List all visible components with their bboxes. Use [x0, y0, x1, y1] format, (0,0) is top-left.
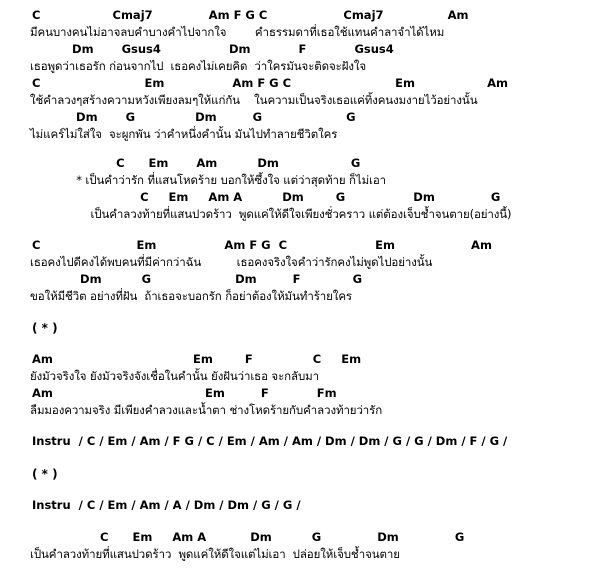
lyric-line: เป็นคำลวงท้ายที่แสนปวดร้าว พูดแค่ให้ดีใจแต่ไม่เอา ปล่อยให้เจ็บช้ำจนตาย	[30, 547, 400, 561]
chorus-repeat-marker: ( * )	[32, 321, 58, 335]
chord-line: C Em Am Dm G	[32, 156, 361, 170]
lyric-line: ไม่แคร์ไม่ใส่ใจ จะผูกพัน ว่าคำหนึ่งคำนั้น มันไปทำลายชีวิตใคร	[30, 127, 338, 141]
chord-line: Dm G Dm G G	[32, 110, 356, 124]
chord-line: C Em Am A Dm G Dm G	[32, 530, 465, 544]
chord-line: C Cmaj7 Am F G C Cmaj7 Am	[32, 8, 469, 22]
lyric-line: ลืมมองความจริง มีเพียงคำลวงและน้ำตา ช่างโหดร้ายกับคำลวงท้ายว่ารัก	[30, 403, 383, 417]
instrumental-line: Instru / C / Em / Am / F G / C / Em / Am / Am / Dm / Dm / G / G / Dm / F / G /	[32, 434, 508, 448]
chorus-repeat-marker: ( * )	[32, 467, 58, 481]
lyric-line: เธอพูดว่าเธอรัก ก่อนจากไป เธอคงไม่เคยคิด ว่าใครมันจะติดจะฝังใจ	[30, 59, 367, 73]
chord-line: Am Em F Fm	[32, 386, 337, 400]
lyric-line: ยังมัวจริงใจ ยังมัวจริงจังเชื่อในคำนั้น ยังฝันว่าเธอ จะกลับมา	[30, 369, 319, 383]
lyric-line: มีคนบางคนไม่อาจลบคำบางคำไปจากใจ คำธรรมดาที่เธอใช้แทนคำลาจำได้ไหม	[30, 25, 445, 39]
chord-line: Am Em F C Em	[32, 352, 362, 366]
chord-line: C Em Am A Dm G Dm G	[32, 190, 501, 204]
chord-line: Dm G Dm F G	[32, 272, 363, 286]
lyric-line: เป็นคำลวงท้ายที่แสนปวดร้าว พูดแค่ให้ดีใจเพียงชั่วคราว แต่ต้องเจ็บช้ำจนตาย(อย่างนี้)	[30, 207, 512, 221]
chord-line: Dm Gsus4 Dm F Gsus4	[32, 42, 394, 56]
instrumental-line: Instru / C / Em / Am / A / Dm / Dm / G / G /	[32, 498, 301, 512]
lyric-line: * เป็นคำว่ารัก ที่แสนโหดร้าย บอกให้ซึ้งใจ แต่ว่าสุดท้าย ก็ไม่เอา	[30, 173, 387, 187]
lyric-line: ใช้คำลวงๆสร้างความหวังเพียงลมๆให้แก่กัน ในความเป็นจริงเธอแค่ทิ้งคนงมงายไว้อย่างนั้น	[30, 93, 478, 107]
chord-line: C Em Am F G C Em Am	[32, 238, 492, 252]
lyric-line: เธอคงไปดีคงได้พบคนที่มีค่ากว่าฉัน เธอคงจริงใจคำว่ารักคงไม่พูดไปอย่างนั้น	[30, 255, 433, 269]
chord-line: C Em Am F G C Em Am	[32, 76, 508, 90]
lyric-line: ขอให้มีชีวิต อย่างที่ฝัน ถ้าเธอจะบอกรัก ก็อย่าต้องให้มันทำร้ายใคร	[30, 289, 352, 303]
